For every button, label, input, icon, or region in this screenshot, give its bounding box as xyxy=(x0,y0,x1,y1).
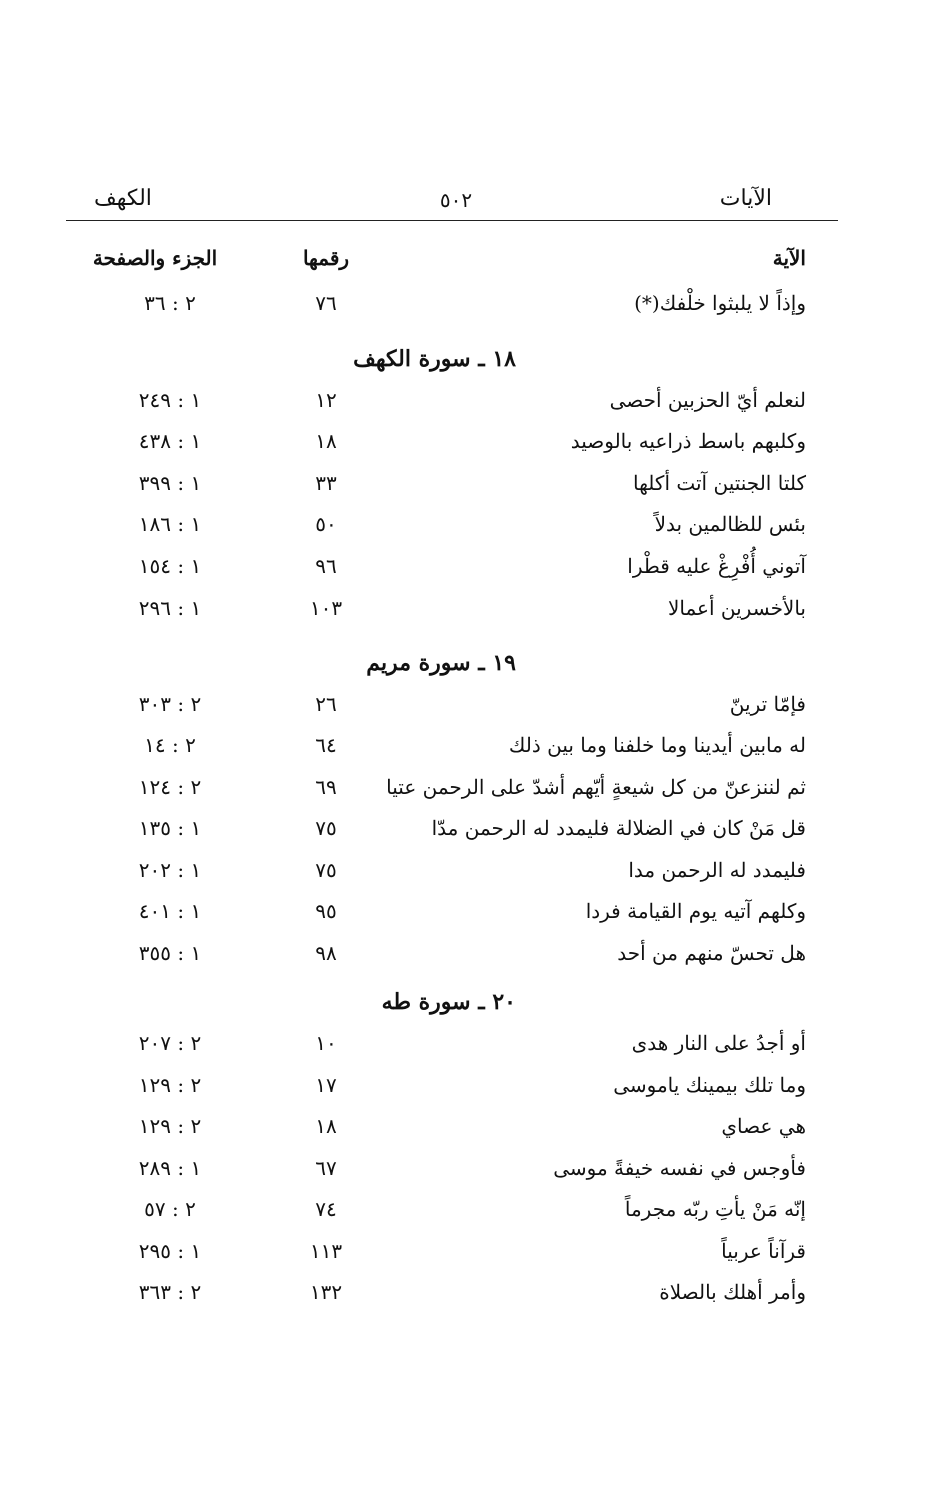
verse-number: ٧٥ xyxy=(315,816,337,840)
volume-page-ref: ١ : ٢٩٦ xyxy=(138,596,202,620)
verse-number: ٩٨ xyxy=(315,941,337,965)
verse-number: ١٨ xyxy=(315,429,337,453)
volume-page-ref: ١ : ٢٤٩ xyxy=(138,388,202,412)
verse-text: كلتا الجنتين آتت أكلها xyxy=(632,471,806,495)
verse-text: إنّه مَنْ يأتِ ربّه مجرماً xyxy=(624,1197,806,1221)
surah-heading xyxy=(66,989,806,1023)
volume-page-ref: ٢ : ١٤ xyxy=(144,733,196,757)
verse-number: ٢٦ xyxy=(315,692,337,716)
verse-number: ٩٥ xyxy=(315,899,337,923)
volume-page-ref: ٢ : ٣٦ xyxy=(144,291,196,315)
table-row xyxy=(66,512,806,546)
table-row xyxy=(66,1280,806,1314)
table-row xyxy=(66,1073,806,1107)
verse-text: هل تحسّ منهم من أحد xyxy=(617,941,806,965)
volume-page-ref: ١ : ٤٣٨ xyxy=(138,429,202,453)
verse-number: ١٠ xyxy=(315,1031,337,1055)
volume-page-ref: ١ : ٣٥٥ xyxy=(138,941,202,965)
table-row xyxy=(66,291,806,325)
volume-page-ref: ١ : ١٣٥ xyxy=(138,816,202,840)
verse-text: وأمر أهلك بالصلاة xyxy=(659,1280,806,1304)
verse-text: فإمّا ترينّ xyxy=(729,692,806,716)
volume-page-ref: ١ : ٢٨٩ xyxy=(138,1156,202,1180)
verse-text: بالأخسرين أعمالا xyxy=(667,596,806,620)
table-row xyxy=(66,1114,806,1148)
verse-text: وكلبهم باسط ذراعيه بالوصيد xyxy=(570,429,806,453)
verse-text: وما تلك بيمينك ياموسى xyxy=(613,1073,806,1097)
verse-text: أو أجدُ على النار هدى xyxy=(631,1031,806,1055)
header-number: رقمها xyxy=(302,246,350,270)
running-head-section: الآيات xyxy=(719,186,772,211)
running-head xyxy=(66,186,802,220)
volume-page-ref: ١ : ١٨٦ xyxy=(138,512,202,536)
verse-number: ٧٥ xyxy=(315,858,337,882)
running-head-chapter: الكهف xyxy=(94,186,152,211)
header-verse: الآية xyxy=(772,246,806,270)
table-row xyxy=(66,899,806,933)
volume-page-ref: ١ : ٤٠١ xyxy=(138,899,202,923)
table-row xyxy=(66,1156,806,1190)
table-row xyxy=(66,554,806,588)
volume-page-ref: ٢ : ٣٠٣ xyxy=(138,692,202,716)
verse-number: ١٢ xyxy=(315,388,337,412)
verse-number: ١٣٢ xyxy=(309,1280,343,1304)
verse-text: قل مَنْ كان في الضلالة فليمدد له الرحمن مدّا xyxy=(431,816,806,840)
table-row xyxy=(66,429,806,463)
volume-page-ref: ٢ : ١٢٩ xyxy=(138,1073,202,1097)
verse-number: ٧٦ xyxy=(315,291,337,315)
verse-text: لنعلم أيّ الحزبين أحصى xyxy=(609,388,806,412)
table-row xyxy=(66,941,806,975)
volume-page-ref: ٢ : ١٢٤ xyxy=(138,775,202,799)
verse-text: فأوجس في نفسه خيفةً موسى xyxy=(553,1156,806,1180)
volume-page-ref: ٢ : ٥٧ xyxy=(144,1197,196,1221)
verse-number: ٣٣ xyxy=(315,471,337,495)
header-reference: الجزء والصفحة xyxy=(92,246,218,270)
verse-number: ١٨ xyxy=(315,1114,337,1138)
verse-text: بئس للظالمين بدلاً xyxy=(654,512,806,536)
verse-text: فليمدد له الرحمن مدا xyxy=(628,858,806,882)
table-row xyxy=(66,596,806,630)
surah-title: ١٩ ـ سورة مريم xyxy=(366,650,516,676)
volume-page-ref: ١ : ٣٩٩ xyxy=(138,471,202,495)
verse-text: وكلهم آتيه يوم القيامة فردا xyxy=(585,899,806,923)
volume-page-ref: ٢ : ١٢٩ xyxy=(138,1114,202,1138)
volume-page-ref: ١ : ١٥٤ xyxy=(138,554,202,578)
surah-heading xyxy=(66,650,806,684)
verse-number: ١١٣ xyxy=(309,1239,343,1263)
page-number: ٥٠٢ xyxy=(439,188,473,212)
table-row xyxy=(66,1031,806,1065)
volume-page-ref: ١ : ٢٠٢ xyxy=(138,858,202,882)
verse-number: ٦٤ xyxy=(315,733,337,757)
verse-text: قرآناً عربياً xyxy=(721,1239,806,1263)
surah-title: ١٨ ـ سورة الكهف xyxy=(353,346,516,372)
verse-text: ثم لننزعنّ من كل شيعةٍ أيّهم أشدّ على الرحمن عتيا xyxy=(386,775,806,799)
verse-number: ١٠٣ xyxy=(309,596,343,620)
verse-number: ١٧ xyxy=(315,1073,337,1097)
table-row xyxy=(66,388,806,422)
surah-title: ٢٠ ـ سورة طه xyxy=(381,989,516,1015)
verse-text: وإذاً لا يلبثوا خلْفك(*) xyxy=(634,291,806,315)
surah-heading xyxy=(66,346,806,380)
table-row xyxy=(66,692,806,726)
table-row xyxy=(66,733,806,767)
verse-number: ٦٩ xyxy=(315,775,337,799)
verse-number: ٥٠ xyxy=(315,512,337,536)
header-divider xyxy=(66,220,838,221)
table-row xyxy=(66,471,806,505)
table-row xyxy=(66,816,806,850)
verse-text: آتوني أُفْرِغْ عليه قطْرا xyxy=(627,554,806,578)
verse-number: ٩٦ xyxy=(315,554,337,578)
volume-page-ref: ١ : ٢٩٥ xyxy=(138,1239,202,1263)
verse-number: ٦٧ xyxy=(315,1156,337,1180)
table-row xyxy=(66,1197,806,1231)
column-headers xyxy=(66,246,806,276)
verse-text: له مابين أيدينا وما خلفنا وما بين ذلك xyxy=(508,733,806,757)
verse-number: ٧٤ xyxy=(315,1197,337,1221)
table-row xyxy=(66,775,806,809)
volume-page-ref: ٢ : ٣٦٣ xyxy=(138,1280,202,1304)
table-row xyxy=(66,1239,806,1273)
verse-text: هي عصاي xyxy=(721,1114,806,1138)
volume-page-ref: ٢ : ٢٠٧ xyxy=(138,1031,202,1055)
table-row xyxy=(66,858,806,892)
